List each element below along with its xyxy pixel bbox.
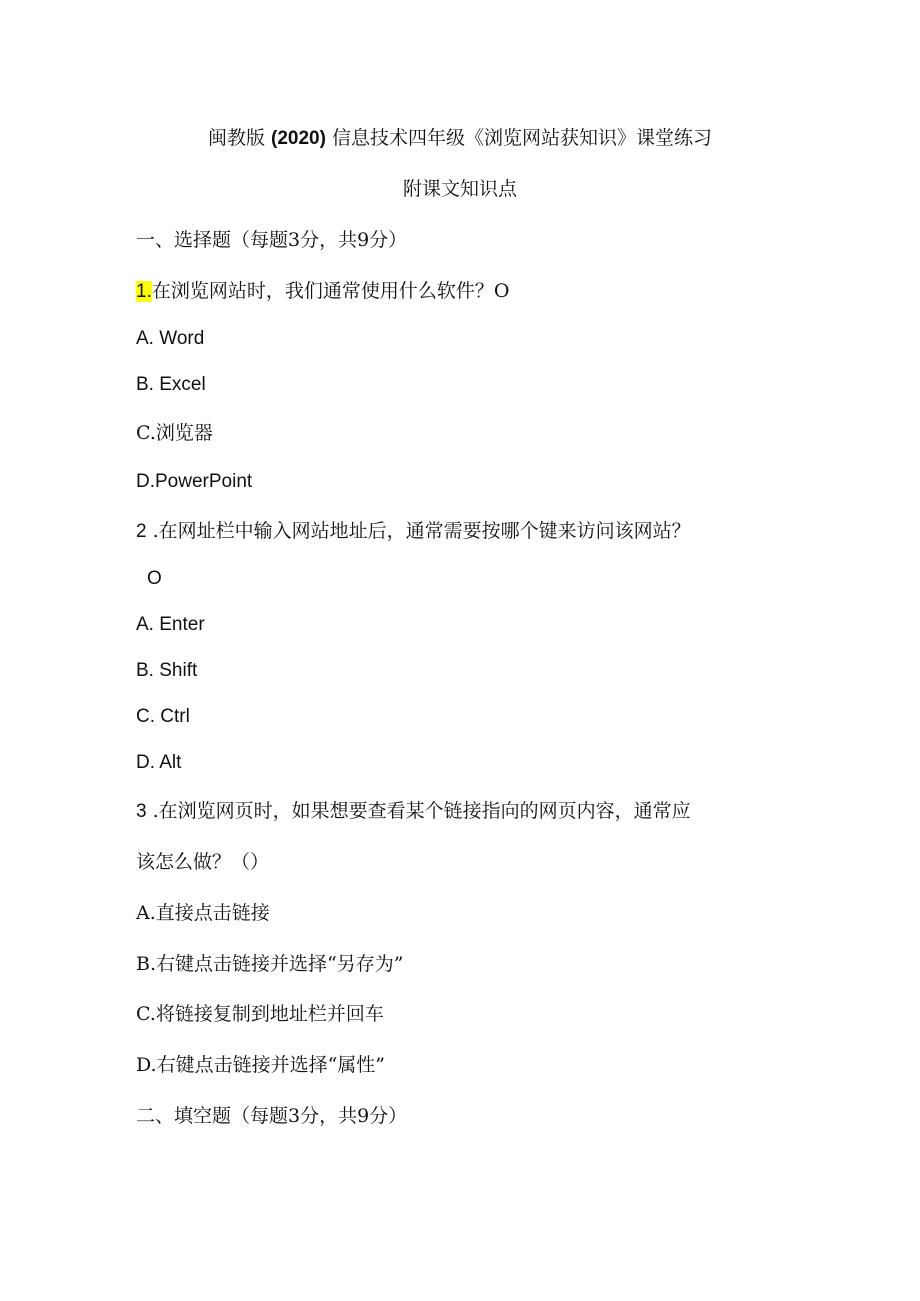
question-1-option-b: B. Excel (136, 374, 206, 395)
question-2-option-a: A. Enter (136, 614, 205, 635)
section-heading-fill-blank: 二、填空题（每题3分，共9分） (136, 1105, 408, 1127)
question-3-option-c: C.将链接复制到地址栏并回车 (136, 1003, 384, 1025)
question-3-option-d: D.右键点击链接并选择“属性” (136, 1054, 386, 1076)
question-2-option-c: C. Ctrl (136, 706, 190, 727)
question-3-option-a: A.直接点击链接 (136, 902, 270, 924)
question-1-option-d: D.PowerPoint (136, 471, 253, 492)
question-2-number: 2 (136, 521, 147, 542)
question-1 (136, 279, 509, 304)
question-2-continuation: O (147, 568, 162, 589)
question-1-number: 1. (136, 281, 152, 302)
title-main: 信息技术四年级《浏览网站获知识》课堂练习 (332, 127, 713, 149)
question-3-continuation: 该怎么做？（） (136, 851, 270, 873)
question-3 (136, 799, 691, 824)
question-1-option-c: C.浏览器 (136, 422, 213, 444)
document-title (0, 126, 920, 151)
question-3-option-b: B.右键点击链接并选择“另存为” (136, 953, 404, 975)
question-2-option-b: B. Shift (136, 660, 198, 681)
question-2-option-d: D. Alt (136, 752, 182, 773)
title-year: (2020) (271, 128, 326, 149)
question-3-number: 3 (136, 801, 147, 822)
document-subtitle: 附课文知识点 (402, 178, 517, 200)
question-1-text: 在浏览网站时，我们通常使用什么软件？O (151, 280, 510, 302)
title-prefix: 闽教版 (207, 127, 265, 149)
section-heading-choice: 一、选择题（每题3分，共9分） (136, 229, 408, 251)
question-2-text: .在网址栏中输入网站地址后，通常需要按哪个键来访问该网站？ (146, 520, 691, 542)
question-3-text: .在浏览网页时，如果想要查看某个链接指向的网页内容，通常应 (146, 800, 691, 822)
question-1-option-a: A. Word (136, 328, 205, 349)
question-2 (136, 519, 691, 544)
